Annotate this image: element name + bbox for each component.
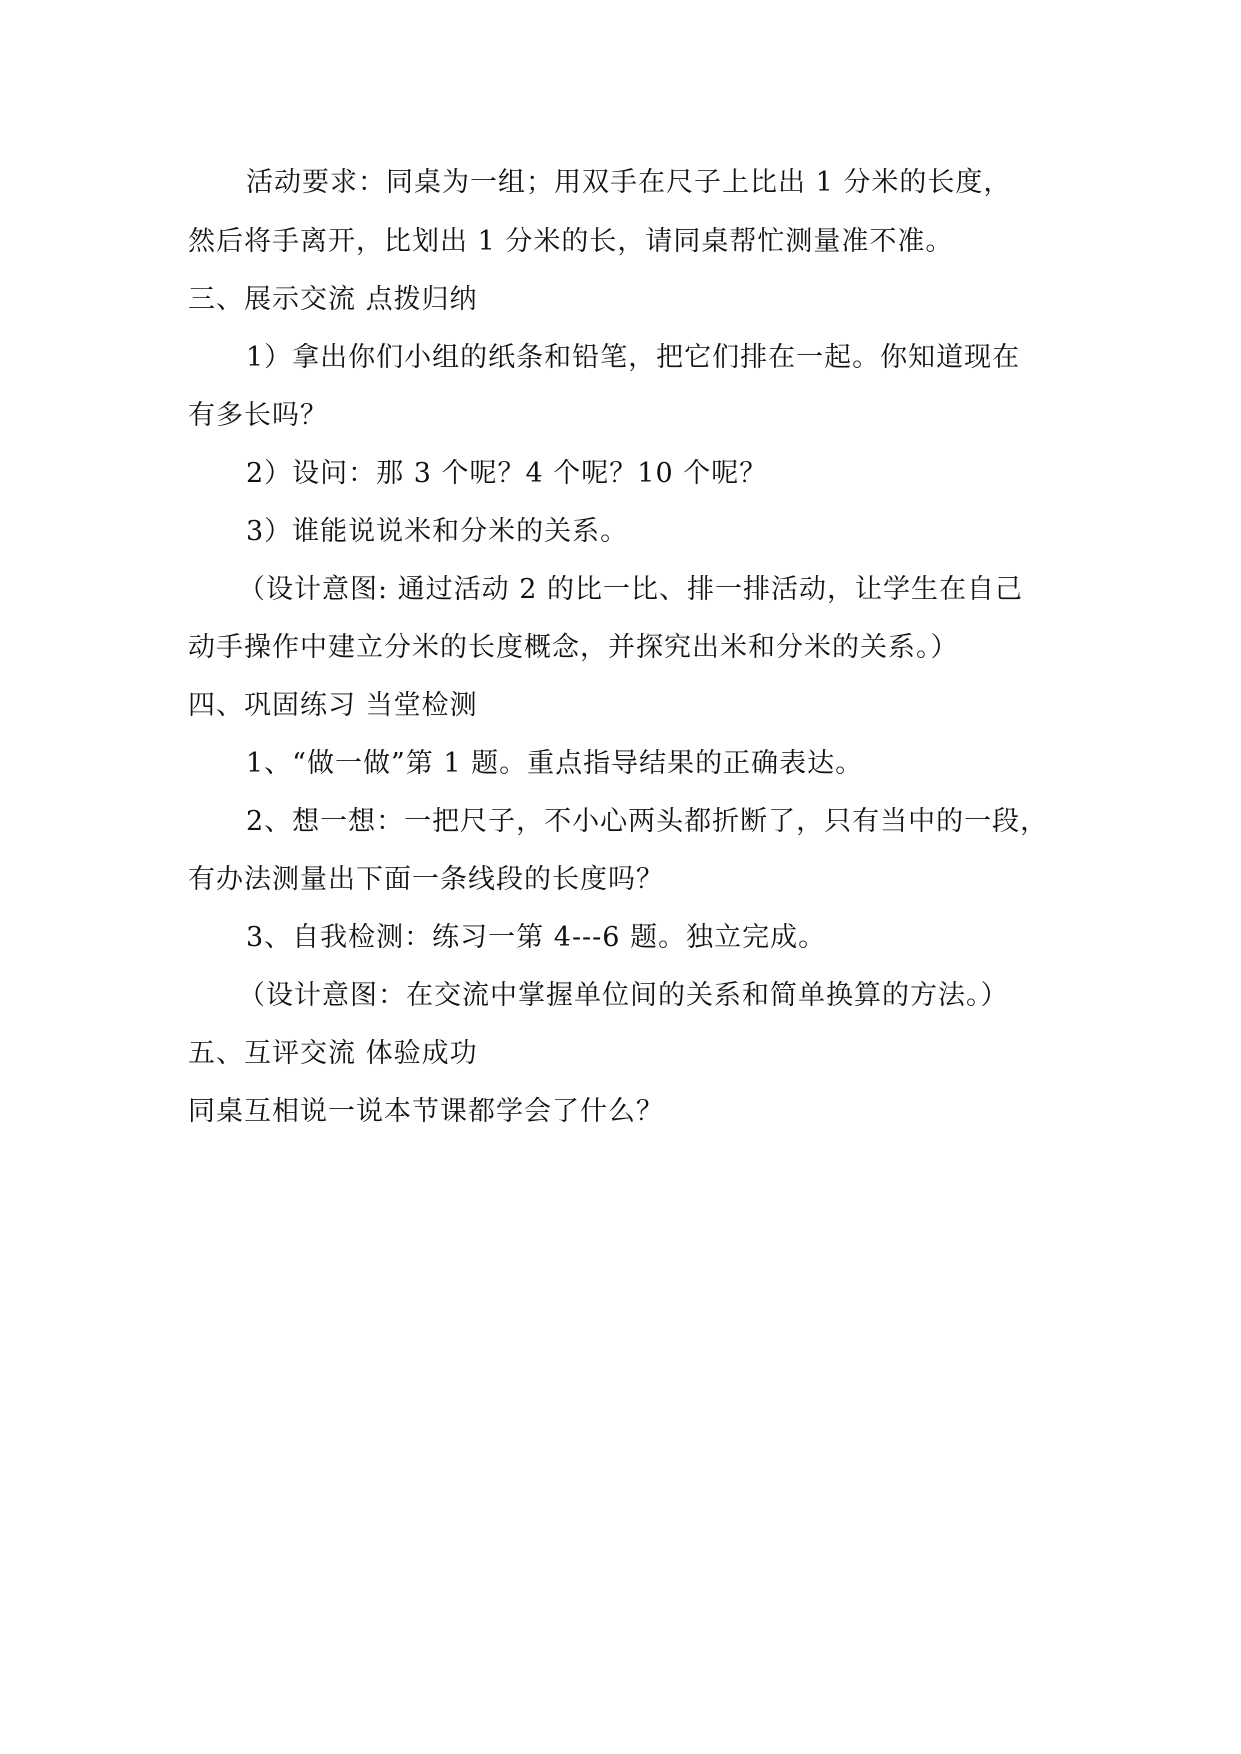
paragraph-activity-requirement: 活动要求：同桌为一组；用双手在尺子上比出 1 分米的长度， xyxy=(246,167,1012,198)
list-item-4-2: 2、想一想：一把尺子，不小心两头都折断了，只有当中的一段， xyxy=(246,806,1049,837)
section-heading-3: 三、展示交流 点拨归纳 xyxy=(188,284,478,315)
design-intent-note-1-cont: 动手操作中建立分米的长度概念，并探究出米和分米的关系。） xyxy=(188,632,959,663)
section-heading-5: 五、互评交流 体验成功 xyxy=(188,1038,478,1069)
design-intent-note-2: （设计意图：在交流中掌握单位间的关系和简单换算的方法。） xyxy=(238,980,1009,1011)
list-item-3-1: 1）拿出你们小组的纸条和铅笔，把它们排在一起。你知道现在 xyxy=(246,342,1021,373)
section-heading-4: 四、巩固练习 当堂检测 xyxy=(188,690,478,721)
paragraph-activity-requirement-cont: 然后将手离开，比划出 1 分米的长，请同桌帮忙测量准不准。 xyxy=(188,226,954,257)
list-item-3-3: 3）谁能说说米和分米的关系。 xyxy=(246,516,629,547)
paragraph-peer-review: 同桌互相说一说本节课都学会了什么？ xyxy=(188,1096,664,1127)
list-item-4-2-cont: 有办法测量出下面一条线段的长度吗？ xyxy=(188,864,664,895)
design-intent-note-1: （设计意图: 通过活动 2 的比一比、排一排活动，让学生在自己 xyxy=(238,574,1024,605)
list-item-4-3: 3、自我检测：练习一第 4---6 题。独立完成。 xyxy=(246,922,827,953)
list-item-3-2: 2）设问：那 3 个呢？4 个呢？10 个呢？ xyxy=(246,458,768,489)
list-item-3-1-cont: 有多长吗？ xyxy=(188,400,328,431)
list-item-4-1: 1、“做一做”第 1 题。重点指导结果的正确表达。 xyxy=(246,748,864,779)
